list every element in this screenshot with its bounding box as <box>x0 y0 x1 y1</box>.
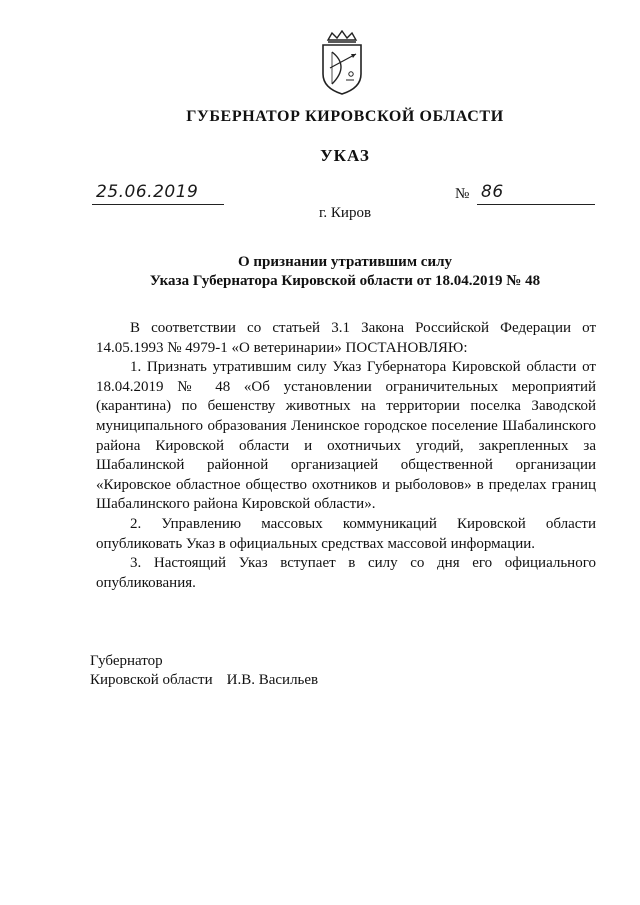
organization-title: ГУБЕРНАТОР КИРОВСКОЙ ОБЛАСТИ <box>186 108 504 125</box>
clause-2-paragraph: 2. Управлению массовых коммуникаций Кировской области опубликовать Указ в официальных средствах массовой информации. <box>96 515 596 552</box>
signatory-position-line-1: Губернатор <box>90 653 163 669</box>
preamble-paragraph: В соответствии со статьей 3.1 Закона Российской Федерации от 14.05.1993 № 4979-1 «О ветеринарии» ПОСТАНОВЛЯЮ: <box>96 320 596 356</box>
decree-body <box>96 319 596 593</box>
subject-line-2: Указа Губернатора Кировской области от 18.04.2019 № 48 <box>149 273 541 289</box>
subject-heading <box>0 253 640 291</box>
number-line <box>477 182 595 205</box>
signatory-line-2 <box>90 671 318 690</box>
signatory-position-line-2: Кировской области <box>90 672 213 688</box>
number-label: № <box>455 186 470 202</box>
number-field <box>455 182 595 204</box>
subject-line-1: О признании утратившим силу <box>238 254 452 270</box>
signature-block <box>90 652 318 690</box>
date-value: 25.06.2019 <box>96 182 199 202</box>
clause-3-paragraph: 3. Настоящий Указ вступает в силу со дня его официального опубликования. <box>96 555 596 591</box>
kirov-coat-of-arms-icon <box>318 30 366 96</box>
date-field <box>92 182 224 205</box>
clause-1-paragraph: 1. Признать утратившим силу Указ Губернатора Кировской области от 18.04.2019 № 48 «Об установлении ограничительных мероприятий (карантина) по бешенству животных на территории поселка Заводской муниципального образования Ленинское городское поселение Шабалинского района Кировской области и охотничьих угодий, закрепленных за Шабалинской районной организацией общественной организации «Кировское областное общество охотников и рыболовов» в пределах границ Шабалинского района Кировской области». <box>96 359 596 513</box>
city: г. Киров <box>318 205 372 221</box>
document-type: УКАЗ <box>320 146 370 165</box>
signatory-name: И.В. Васильев <box>226 672 319 688</box>
number-value: 86 <box>481 182 504 202</box>
